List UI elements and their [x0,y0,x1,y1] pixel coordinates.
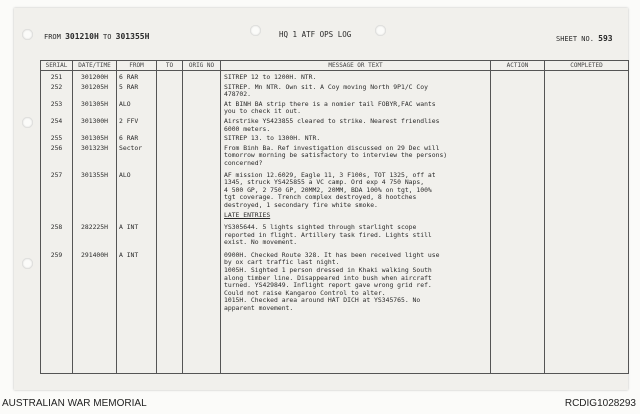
row-datetime: 301305H [73,134,117,144]
row-to [157,100,183,117]
row-serial: 259 [41,248,73,374]
row-datetime [73,211,117,221]
row-message: YS305644. 5 lights sighted through starlight scope reported in flight. Artillery task fired. Lights still exist. No movement. [221,220,491,248]
row-to [157,220,183,248]
row-datetime: 301300H [73,117,117,134]
sheet-number: SHEET NO. 593 [556,34,613,43]
row-serial: 254 [41,117,73,134]
row-action [491,144,545,169]
table-row [41,83,629,100]
row-message: SITREP. Mn NTR. Own sit. A Coy moving North 9P1/C Coy 478702. [221,83,491,100]
row-action [491,220,545,248]
punch-hole [250,25,261,36]
table-row [41,100,629,117]
row-orig-no [183,71,221,83]
table-row [41,71,629,83]
row-orig-no [183,134,221,144]
row-orig-no [183,211,221,221]
table-row [41,144,629,169]
row-datetime: 301200H [73,71,117,83]
col-action: ACTION [491,61,545,71]
row-from: ALO [117,169,157,211]
from-field: FROM 301210H TO 301355H [44,32,150,41]
row-completed [545,220,629,248]
row-orig-no [183,220,221,248]
row-message: SITREP 13. to 1300H. NTR. [221,134,491,144]
row-orig-no [183,169,221,211]
log-title: HQ 1 ATF OPS LOG [279,30,352,39]
row-to [157,71,183,83]
row-serial: 257 [41,169,73,211]
from-value: 301210H [65,32,99,41]
row-to [157,144,183,169]
row-action [491,117,545,134]
col-completed: COMPLETED [545,61,629,71]
row-from: 5 RAR [117,83,157,100]
row-completed [545,83,629,100]
table-row [41,211,629,221]
row-orig-no [183,117,221,134]
table-row [41,134,629,144]
footer-id: RCDIG1028293 [564,398,636,409]
table-row [41,117,629,134]
row-to [157,134,183,144]
row-datetime: 301355H [73,169,117,211]
to-value: 301355H [115,32,150,41]
row-to [157,169,183,211]
row-serial: 251 [41,71,73,83]
punch-hole [375,25,386,36]
log-sheet [14,8,628,390]
row-datetime: 291400H [73,248,117,374]
row-orig-no [183,83,221,100]
row-message: At BINH BA strip there is a nomier tail FOBYR,FAC wants you to check it out. [221,100,491,117]
row-completed [545,169,629,211]
row-to [157,117,183,134]
col-from: FROM [117,61,157,71]
row-from: Sector [117,144,157,169]
row-orig-no [183,248,221,374]
row-completed [545,248,629,374]
ops-log-table [40,60,629,374]
row-action [491,134,545,144]
row-message: LATE ENTRIES [221,211,491,221]
row-orig-no [183,100,221,117]
row-datetime: 282225H [73,220,117,248]
row-orig-no [183,144,221,169]
col-serial: SERIAL [41,61,73,71]
row-serial: 258 [41,220,73,248]
row-datetime: 301205H [73,83,117,100]
row-completed [545,144,629,169]
punch-hole [22,258,33,269]
row-serial: 253 [41,100,73,117]
row-completed [545,117,629,134]
col-message: MESSAGE OR TEXT [221,61,491,71]
row-serial: 255 [41,134,73,144]
punch-hole [22,29,33,40]
row-action [491,211,545,221]
row-serial: 252 [41,83,73,100]
row-completed [545,211,629,221]
row-message: 0900H. Checked Route 328. It has been received light use by ox cart traffic last night. 1005H. Sighted 1 person dressed in Khaki walking South along timber line. Disappeared into bush when aircraft turned. YS429849. Inflight report gave wrong grid ref. Could not raise Kangaroo Control to alter. 1015H. Checked area around HAT DICH at YS345765. No apparent movement. [221,248,491,374]
row-action [491,100,545,117]
row-serial: 256 [41,144,73,169]
row-from: ALO [117,100,157,117]
row-action [491,248,545,374]
row-completed [545,71,629,83]
row-completed [545,134,629,144]
table-row [41,169,629,211]
row-completed [545,100,629,117]
row-action [491,83,545,100]
row-message: SITREP 12 to 1200H. NTR. [221,71,491,83]
table-header [41,61,629,71]
row-message: From Binh Ba. Ref investigation discussed on 29 Dec will tomorrow morning be satisfactory to interview the persons) concerned? [221,144,491,169]
row-from: A INT [117,220,157,248]
footer-credit: AUSTRALIAN WAR MEMORIAL [2,398,147,409]
row-message: AF mission 12.6029, Eagle 11, 3 F100s, TOT 1325, off at 1345, struck YS425855 a VC camp. Ord exp 4 750 Naps, 4 500 GP, 2 750 GP, 20MM2, 20MM, BDA 100% on tgt, 100% tgt coverage. Trench complex destroyed, 8 hootches destroyed, 1 secondary fire white smoke. [221,169,491,211]
col-orig-no: ORIG NO [183,61,221,71]
row-to [157,211,183,221]
row-to [157,248,183,374]
row-from: 2 FFV [117,117,157,134]
col-to: TO [157,61,183,71]
punch-hole [22,117,33,128]
row-action [491,71,545,83]
row-to [157,83,183,100]
row-from: A INT [117,248,157,374]
row-message: Airstrike YS423855 cleared to strike. Nearest friendlies 6000 meters. [221,117,491,134]
row-action [491,169,545,211]
row-datetime: 301305H [73,100,117,117]
table-row [41,220,629,248]
col-datetime: DATE/TIME [73,61,117,71]
row-serial [41,211,73,221]
row-from [117,211,157,221]
row-from: 6 RAR [117,134,157,144]
row-datetime: 301323H [73,144,117,169]
row-from: 6 RAR [117,71,157,83]
table-row [41,248,629,374]
